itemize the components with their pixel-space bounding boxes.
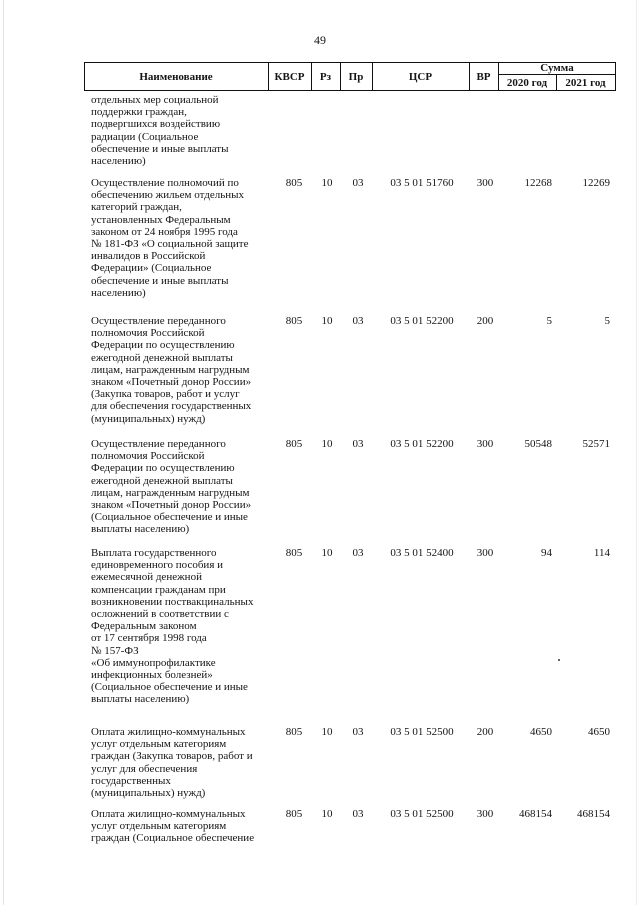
header-year-2021: 2021 год [565,76,606,89]
cell-vr: 200 [476,726,494,738]
name-line: от 17 сентября 1998 года [91,632,207,645]
header-name: Наименование [139,70,213,83]
cell-sum-2020: 94 [541,547,552,559]
cell-sum-2020: 468154 [519,808,552,820]
cell-kvsr: 805 [285,315,303,327]
header-year-2020: 2020 год [506,76,548,89]
name-line: лицам, награжденным нагрудным [91,486,250,499]
row-name [91,315,276,425]
cell-pr: 03 [352,547,364,559]
cell-csr: 03 5 01 52500 [390,808,454,820]
name-line: знаком «Почетный донор России» [91,376,252,389]
name-line: Федерации по осуществлению [91,462,235,475]
name-line: возникновении поствакцинальных [91,595,254,608]
name-line: (Социальное обеспечение и иные [91,681,248,694]
name-line: осложнений в соответствии с [91,608,229,621]
header-rz: Рз [319,70,332,83]
name-line: Оплата жилищно-коммунальных [91,726,246,738]
header-csr: ЦСР [408,70,433,83]
name-line: населению) [91,155,146,168]
name-line: лицам, награжденным нагрудным [91,363,250,376]
name-line: Осуществление переданного [91,315,226,327]
table-header [84,62,616,90]
name-line: полномочия Российской [91,327,205,340]
cell-csr: 03 5 01 52400 [390,547,454,559]
cell-vr: 300 [476,808,494,820]
cell-csr: 03 5 01 52500 [390,726,454,738]
cell-sum-2020: 5 [546,315,552,327]
scan-edge-right [636,0,637,905]
cell-rz: 10 [321,315,333,327]
cell-pr: 03 [352,726,364,738]
scan-speck [558,659,560,661]
header-pr: Пр [348,70,364,83]
name-line: № 157-ФЗ [91,644,139,657]
name-line: населению) [91,286,146,299]
name-line: (Социальное обеспечение и иные [91,511,248,524]
name-line: Федерации» (Социальное [91,262,212,275]
name-line: подвергшихся воздействию [91,118,221,131]
name-line: для обеспечения государственных [91,400,252,413]
cell-sum-2020: 12268 [524,177,552,189]
cell-csr: 03 5 01 52200 [390,315,454,327]
scan-edge-left [3,0,4,905]
cell-vr: 200 [476,315,494,327]
name-line: инфекционных болезней» [91,669,213,682]
name-line: выплаты населению) [91,523,190,536]
name-line: радиации (Социальное [91,130,199,143]
name-line: Выплата государственного [91,547,217,559]
row-name [91,94,276,167]
name-line: Оплата жилищно-коммунальных [91,808,246,820]
name-line: отдельных мер социальной [91,94,219,106]
name-line: (муниципальных) нужд) [91,412,206,425]
name-line: ежемесячной денежной [91,571,202,584]
row-name [91,726,276,799]
row-name [91,177,276,299]
cell-kvsr: 805 [285,547,303,559]
name-line: граждан (Социальное обеспечение [91,832,255,845]
name-line: компенсации гражданам при [91,583,226,596]
name-line: знаком «Почетный донор России» [91,499,252,512]
name-line: ежегодной денежной выплаты [91,351,233,364]
cell-sum-2020: 4650 [530,726,552,738]
cell-kvsr: 805 [285,177,303,189]
name-line: услуг для обеспечения [91,762,198,775]
header-sum: Сумма [540,62,574,74]
header-bottom-border [84,90,616,91]
cell-kvsr: 805 [285,808,303,820]
name-line: Осуществление переданного [91,438,226,450]
cell-pr: 03 [352,438,364,450]
row-name [91,547,276,706]
name-line: Федерации по осуществлению [91,339,235,352]
cell-sum-2021: 52571 [582,438,610,450]
cell-rz: 10 [321,177,333,189]
name-line: государственных [91,774,171,787]
cell-kvsr: 805 [285,726,303,738]
cell-pr: 03 [352,808,364,820]
cell-rz: 10 [321,808,333,820]
name-line: установленных Федеральным [91,213,231,226]
name-line: обеспечение и иные выплаты [91,142,229,155]
name-line: выплаты населению) [91,693,190,706]
cell-sum-2021: 114 [593,547,610,559]
name-line: обеспечению жильем отдельных [91,189,245,202]
header-kvsr: КВСР [274,70,305,83]
name-line: № 181-ФЗ «О социальной защите [91,238,249,251]
name-line: «Об иммунопрофилактике [91,656,216,669]
name-line: (Закупка товаров, работ и услуг [91,388,240,401]
page-number: 49 [314,33,326,47]
name-line: законом от 24 ноября 1995 года [91,225,238,238]
name-line: инвалидов в Российской [91,250,206,263]
name-line: категорий граждан, [91,201,182,214]
cell-vr: 300 [476,547,494,559]
cell-vr: 300 [476,438,494,450]
name-line: поддержки граждан, [91,106,187,119]
cell-csr: 03 5 01 51760 [390,177,454,189]
name-line: единовременного пособия и [91,559,224,572]
name-line: Федеральным законом [91,620,197,633]
cell-sum-2021: 468154 [577,808,610,820]
name-line: (муниципальных) нужд) [91,787,206,800]
name-line: граждан (Закупка товаров, работ и [91,750,253,763]
cell-rz: 10 [321,438,333,450]
cell-pr: 03 [352,315,364,327]
cell-sum-2021: 12269 [582,177,610,189]
cell-sum-2021: 4650 [588,726,610,738]
cell-kvsr: 805 [285,438,303,450]
name-line: ежегодной денежной выплаты [91,474,233,487]
cell-sum-2020: 50548 [524,438,552,450]
name-line: услуг отдельным категориям [91,738,227,751]
name-line: обеспечение и иные выплаты [91,274,229,287]
name-line: Осуществление полномочий по [91,177,239,189]
cell-pr: 03 [352,177,364,189]
header-vr: ВР [476,70,491,83]
cell-sum-2021: 5 [604,315,610,327]
name-line: полномочия Российской [91,450,205,463]
cell-csr: 03 5 01 52200 [390,438,454,450]
cell-rz: 10 [321,726,333,738]
cell-rz: 10 [321,547,333,559]
name-line: услуг отдельным категориям [91,820,227,833]
cell-vr: 300 [476,177,494,189]
row-name [91,808,276,845]
row-name [91,438,276,536]
